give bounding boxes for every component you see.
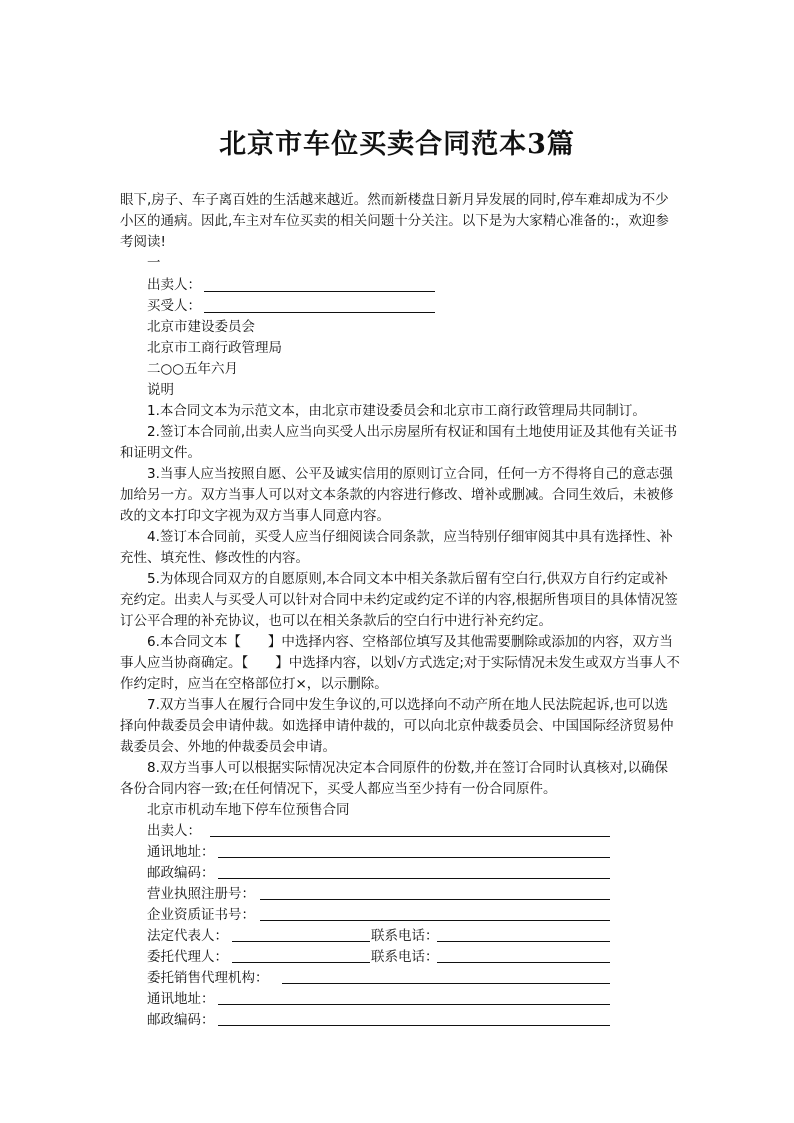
field-phone-1-label: 联系电话： xyxy=(371,928,439,944)
field-license-blank[interactable] xyxy=(260,899,610,900)
field-address-2-blank[interactable] xyxy=(218,1004,610,1005)
seller-label: 出卖人： xyxy=(147,277,201,293)
field-seller-blank[interactable] xyxy=(210,836,610,837)
field-qualification-label: 企业资质证书号： xyxy=(147,907,255,923)
field-phone-2-label: 联系电话： xyxy=(371,949,439,965)
issuer-2: 北京市工商行政管理局 xyxy=(147,340,282,356)
note-6: 6.本合同文本【 】中选择内容、空格部位填写及其他需要删除或添加的内容，双方当事人应当协商确定。【 】中选择内容，以划√方式选定;对于实际情况未发生或双方当事人不作约定时，应当在空格部位打×，以示删除。 xyxy=(120,634,680,692)
note-5: 5.为体现合同双方的自愿原则,本合同文本中相关条款后留有空白行,供双方自行约定或补充约定。出卖人与买受人可以针对合同中未约定或约定不详的内容,根据所售项目的具体情况签订公平合理的补充协议，也可以在相关条款后的空白行中进行补充约定。 xyxy=(120,571,678,629)
field-address-2-label: 通讯地址： xyxy=(147,991,215,1007)
issue-date: 二○○五年六月 xyxy=(147,361,239,377)
field-qualification-blank[interactable] xyxy=(260,920,610,921)
field-postcode-blank[interactable] xyxy=(218,878,610,879)
field-postcode-2-label: 邮政编码： xyxy=(147,1012,215,1028)
buyer-blank[interactable] xyxy=(204,312,435,313)
field-postcode-2-blank[interactable] xyxy=(218,1025,610,1026)
note-7: 7.双方当事人在履行合同中发生争议的,可以选择向不动产所在地人民法院起诉,也可以选择向仲裁委员会申请仲裁。如选择申请仲裁的，可以向北京仲裁委员会、中国国际经济贸易仲裁委员会、外地的仲裁委员会申请。 xyxy=(120,697,674,755)
notes-heading: 说明 xyxy=(147,382,174,398)
section-number: 一 xyxy=(147,255,161,271)
field-postcode-label: 邮政编码： xyxy=(147,865,215,881)
issuer-1: 北京市建设委员会 xyxy=(147,319,255,335)
field-phone-1-blank[interactable] xyxy=(437,941,610,942)
intro-paragraph: 眼下,房子、车子离百姓的生活越来越近。然而新楼盘日新月异发展的同时,停车难却成为不少小区的通病。因此,车主对车位买卖的相关问题十分关注。以下是为大家精心准备的:，欢迎参考阅读! xyxy=(120,192,669,250)
contract-title: 北京市机动车地下停车位预售合同 xyxy=(147,802,350,818)
field-seller-label: 出卖人： xyxy=(147,823,201,839)
field-phone-2-blank[interactable] xyxy=(437,962,610,963)
buyer-label: 买受人： xyxy=(147,298,201,314)
field-legal-rep-blank[interactable] xyxy=(232,941,370,942)
note-8: 8.双方当事人可以根据实际情况决定本合同原件的份数,并在签订合同时认真核对,以确保各份合同内容一致;在任何情况下，买受人都应当至少持有一份合同原件。 xyxy=(120,760,668,797)
note-1: 1.本合同文本为示范文本，由北京市建设委员会和北京市工商行政管理局共同制订。 xyxy=(147,403,646,419)
field-license-label: 营业执照注册号： xyxy=(147,886,255,902)
note-2: 2.签订本合同前,出卖人应当向买受人出示房屋所有权证和国有土地使用证及其他有关证书和证明文件。 xyxy=(120,424,678,461)
field-address-blank[interactable] xyxy=(218,857,610,858)
note-4: 4.签订本合同前，买受人应当仔细阅读合同条款，应当特别仔细审阅其中具有选择性、补充性、填充性、修改性的内容。 xyxy=(120,529,673,566)
field-sales-agency-label: 委托销售代理机构： xyxy=(147,970,269,986)
seller-blank[interactable] xyxy=(204,291,435,292)
field-sales-agency-blank[interactable] xyxy=(282,983,610,984)
document-title: 北京市车位买卖合同范本3篇 xyxy=(219,129,575,160)
field-address-label: 通讯地址： xyxy=(147,844,215,860)
field-legal-rep-label: 法定代表人： xyxy=(147,928,228,944)
note-3: 3.当事人应当按照自愿、公平及诚实信用的原则订立合同，任何一方不得将自己的意志强加给另一方。双方当事人可以对文本条款的内容进行修改、增补或删减。合同生效后，未被修改的文本打印文字视为双方当事人同意内容。 xyxy=(120,466,674,524)
field-agent-label: 委托代理人： xyxy=(147,949,228,965)
field-agent-blank[interactable] xyxy=(232,962,370,963)
